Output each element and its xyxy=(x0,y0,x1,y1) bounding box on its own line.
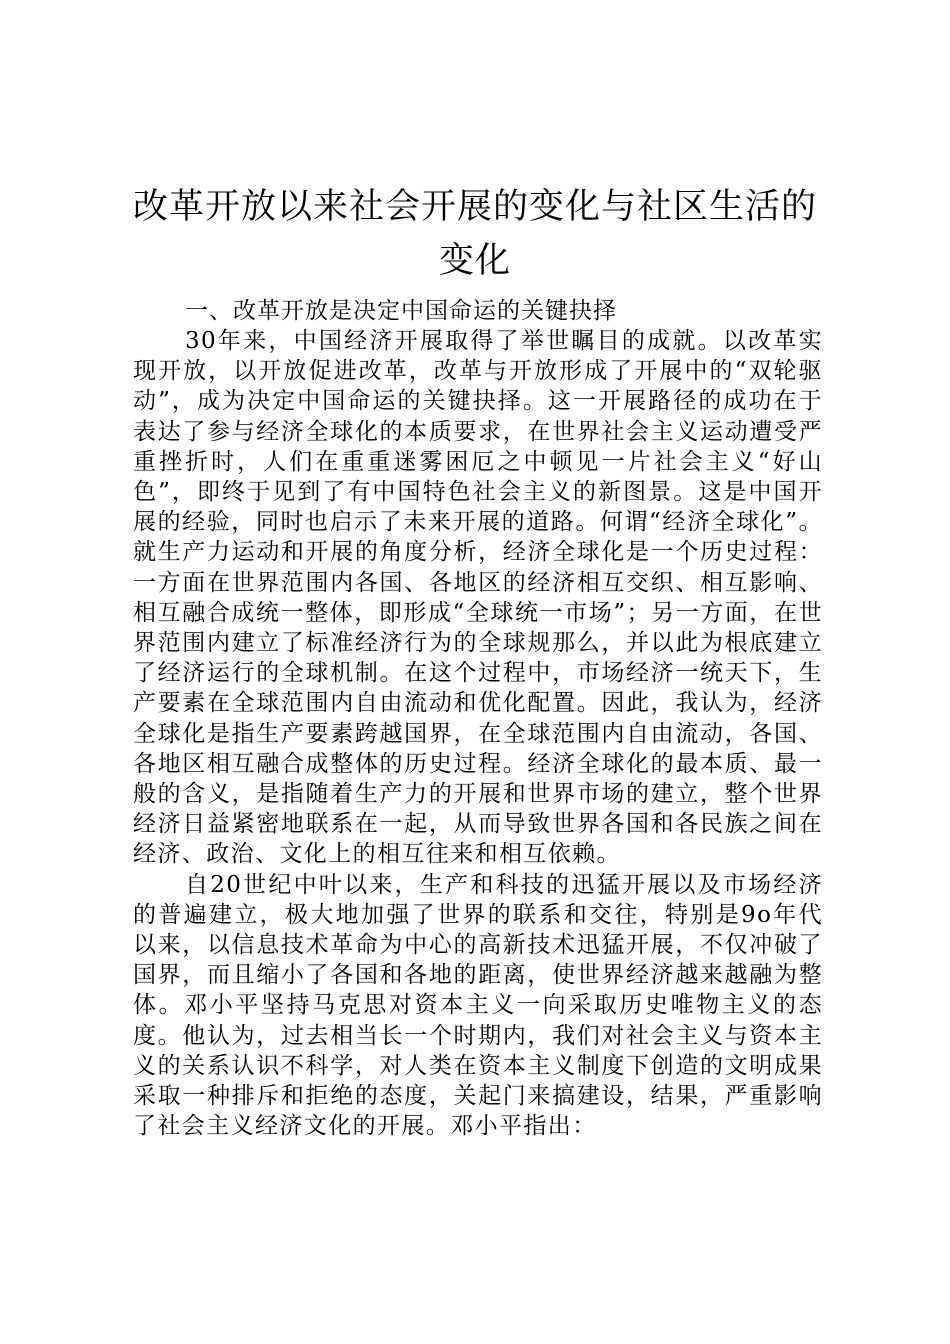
document-body xyxy=(133,296,823,1141)
paragraph: 30年来，中国经济开展取得了举世瞩目的成就。以改革实现开放，以开放促进改革，改革与开放形成了开展中的“双轮驱动”，成为决定中国命运的关键抉择。这一开展路径的成功在于表达了参与经济全球化的本质要求，在世界社会主义运动遭受严重挫折时，人们在重重迷雾困厄之中顿见一片社会主义“好山色”，即终于见到了有中国特色社会主义的新图景。这是中国开展的经验，同时也启示了未来开展的道路。何谓“经济全球化”。就生产力运动和开展的角度分析，经济全球化是一个历史过程：一方面在世界范围内各国、各地区的经济相互交织、相互影响、相互融合成统一整体，即形成“全球统一市场”；另一方面，在世界范围内建立了标准经济行为的全球规那么，并以此为根底建立了经济运行的全球机制。在这个过程中，市场经济一统天下，生产要素在全球范围内自由流动和优化配置。因此，我认为，经济全球化是指生产要素跨越国界，在全球范围内自由流动，各国、各地区相互融合成整体的历史过程。经济全球化的最本质、最一般的含义，是指随着生产力的开展和世界市场的建立，整个世界经济日益紧密地联系在一起，从而导致世界各国和各民族之间在经济、政治、文化上的相互往来和相互依赖。 xyxy=(133,328,823,868)
document-title: 改革开放以来社会开展的变化与社区生活的变化 xyxy=(132,187,817,281)
section-heading: 一、改革开放是决定中国命运的关键抉择 xyxy=(185,298,617,324)
paragraph: 自20世纪中叶以来，生产和科技的迅猛开展以及市场经济的普遍建立，极大地加强了世界的联系和交往，特别是9o年代以来，以信息技术革命为中心的高新技术迅猛开展，不仅冲破了国界，而且缩小了各国和各地的距离，使世界经济越来越融为整体。邓小平坚持马克思对资本主义一向采取历史唯物主义的态度。他认为，过去相当长一个时期内，我们对社会主义与资本主义的关系认识不科学，对人类在资本主义制度下创造的文明成果采取一种排斥和拒绝的态度，关起门来搞建设，结果，严重影响了社会主义经济文化的开展。邓小平指出： xyxy=(133,871,823,1140)
